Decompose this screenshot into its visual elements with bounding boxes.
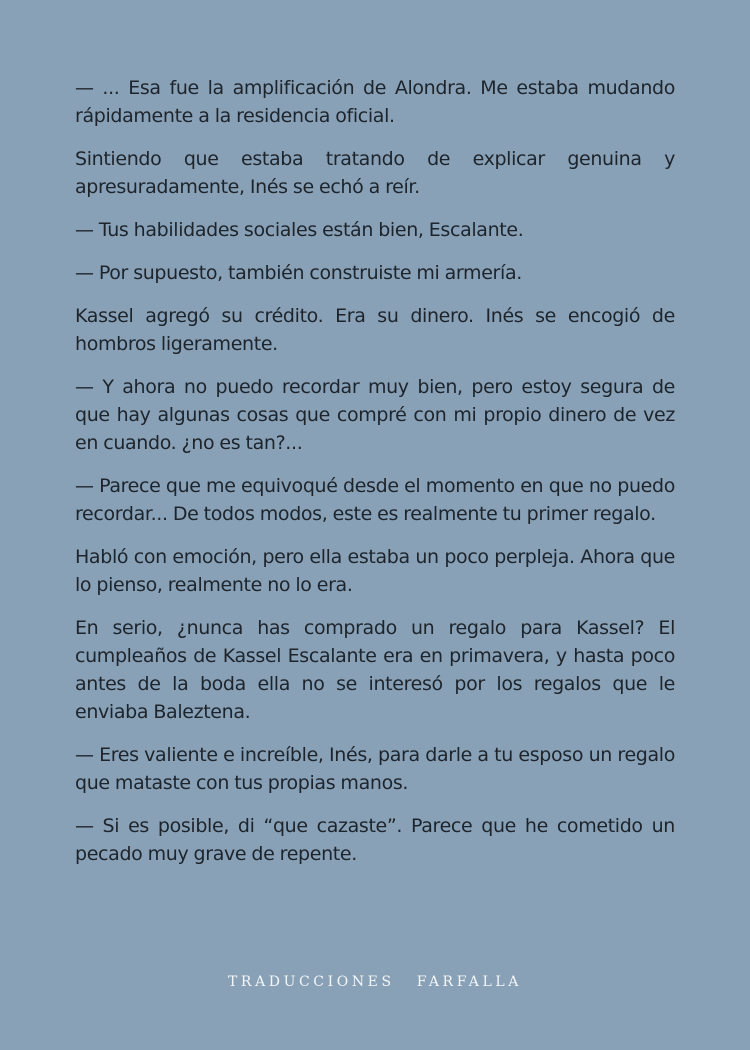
- paragraph-11: — Si es posible, di “que cazaste”. Parece que he cometido un pecado muy grave de repente.: [75, 815, 675, 865]
- paragraph-7: — Parece que me equivoqué desde el momento en que no puedo recordar... De todos modos, este es realmente tu primer regalo.: [75, 475, 675, 525]
- document-body: [75, 74, 675, 883]
- paragraph-3: — Tus habilidades sociales están bien, Escalante.: [75, 219, 524, 241]
- paragraph-10: — Eres valiente e increíble, Inés, para darle a tu esposo un regalo que mataste con tus propias manos.: [75, 744, 675, 794]
- paragraph-2: Sintiendo que estaba tratando de explicar genuina y apresuradamente, Inés se echó a reír.: [75, 148, 675, 198]
- paragraph-1: — ... Esa fue la amplificación de Alondra. Me estaba mudando rápidamente a la residencia oficial.: [75, 77, 675, 127]
- paragraph-9: En serio, ¿nunca has comprado un regalo para Kassel? El cumpleaños de Kassel Escalante era en primavera, y hasta poco antes de la boda ella no se interesó por los regalos que le enviaba Baleztena.: [75, 617, 675, 723]
- paragraph-5: Kassel agregó su crédito. Era su dinero. Inés se encogió de hombros ligeramente.: [75, 305, 675, 355]
- paragraph-8: Habló con emoción, pero ella estaba un poco perpleja. Ahora que lo pienso, realmente no lo era.: [75, 546, 675, 596]
- footer-credit: TRADUCCIONES FARFALLA: [227, 974, 522, 990]
- paragraph-6: — Y ahora no puedo recordar muy bien, pero estoy segura de que hay algunas cosas que compré con mi propio dinero de vez en cuando. ¿no es tan?...: [75, 376, 675, 454]
- paragraph-4: — Por supuesto, también construiste mi armería.: [75, 262, 522, 284]
